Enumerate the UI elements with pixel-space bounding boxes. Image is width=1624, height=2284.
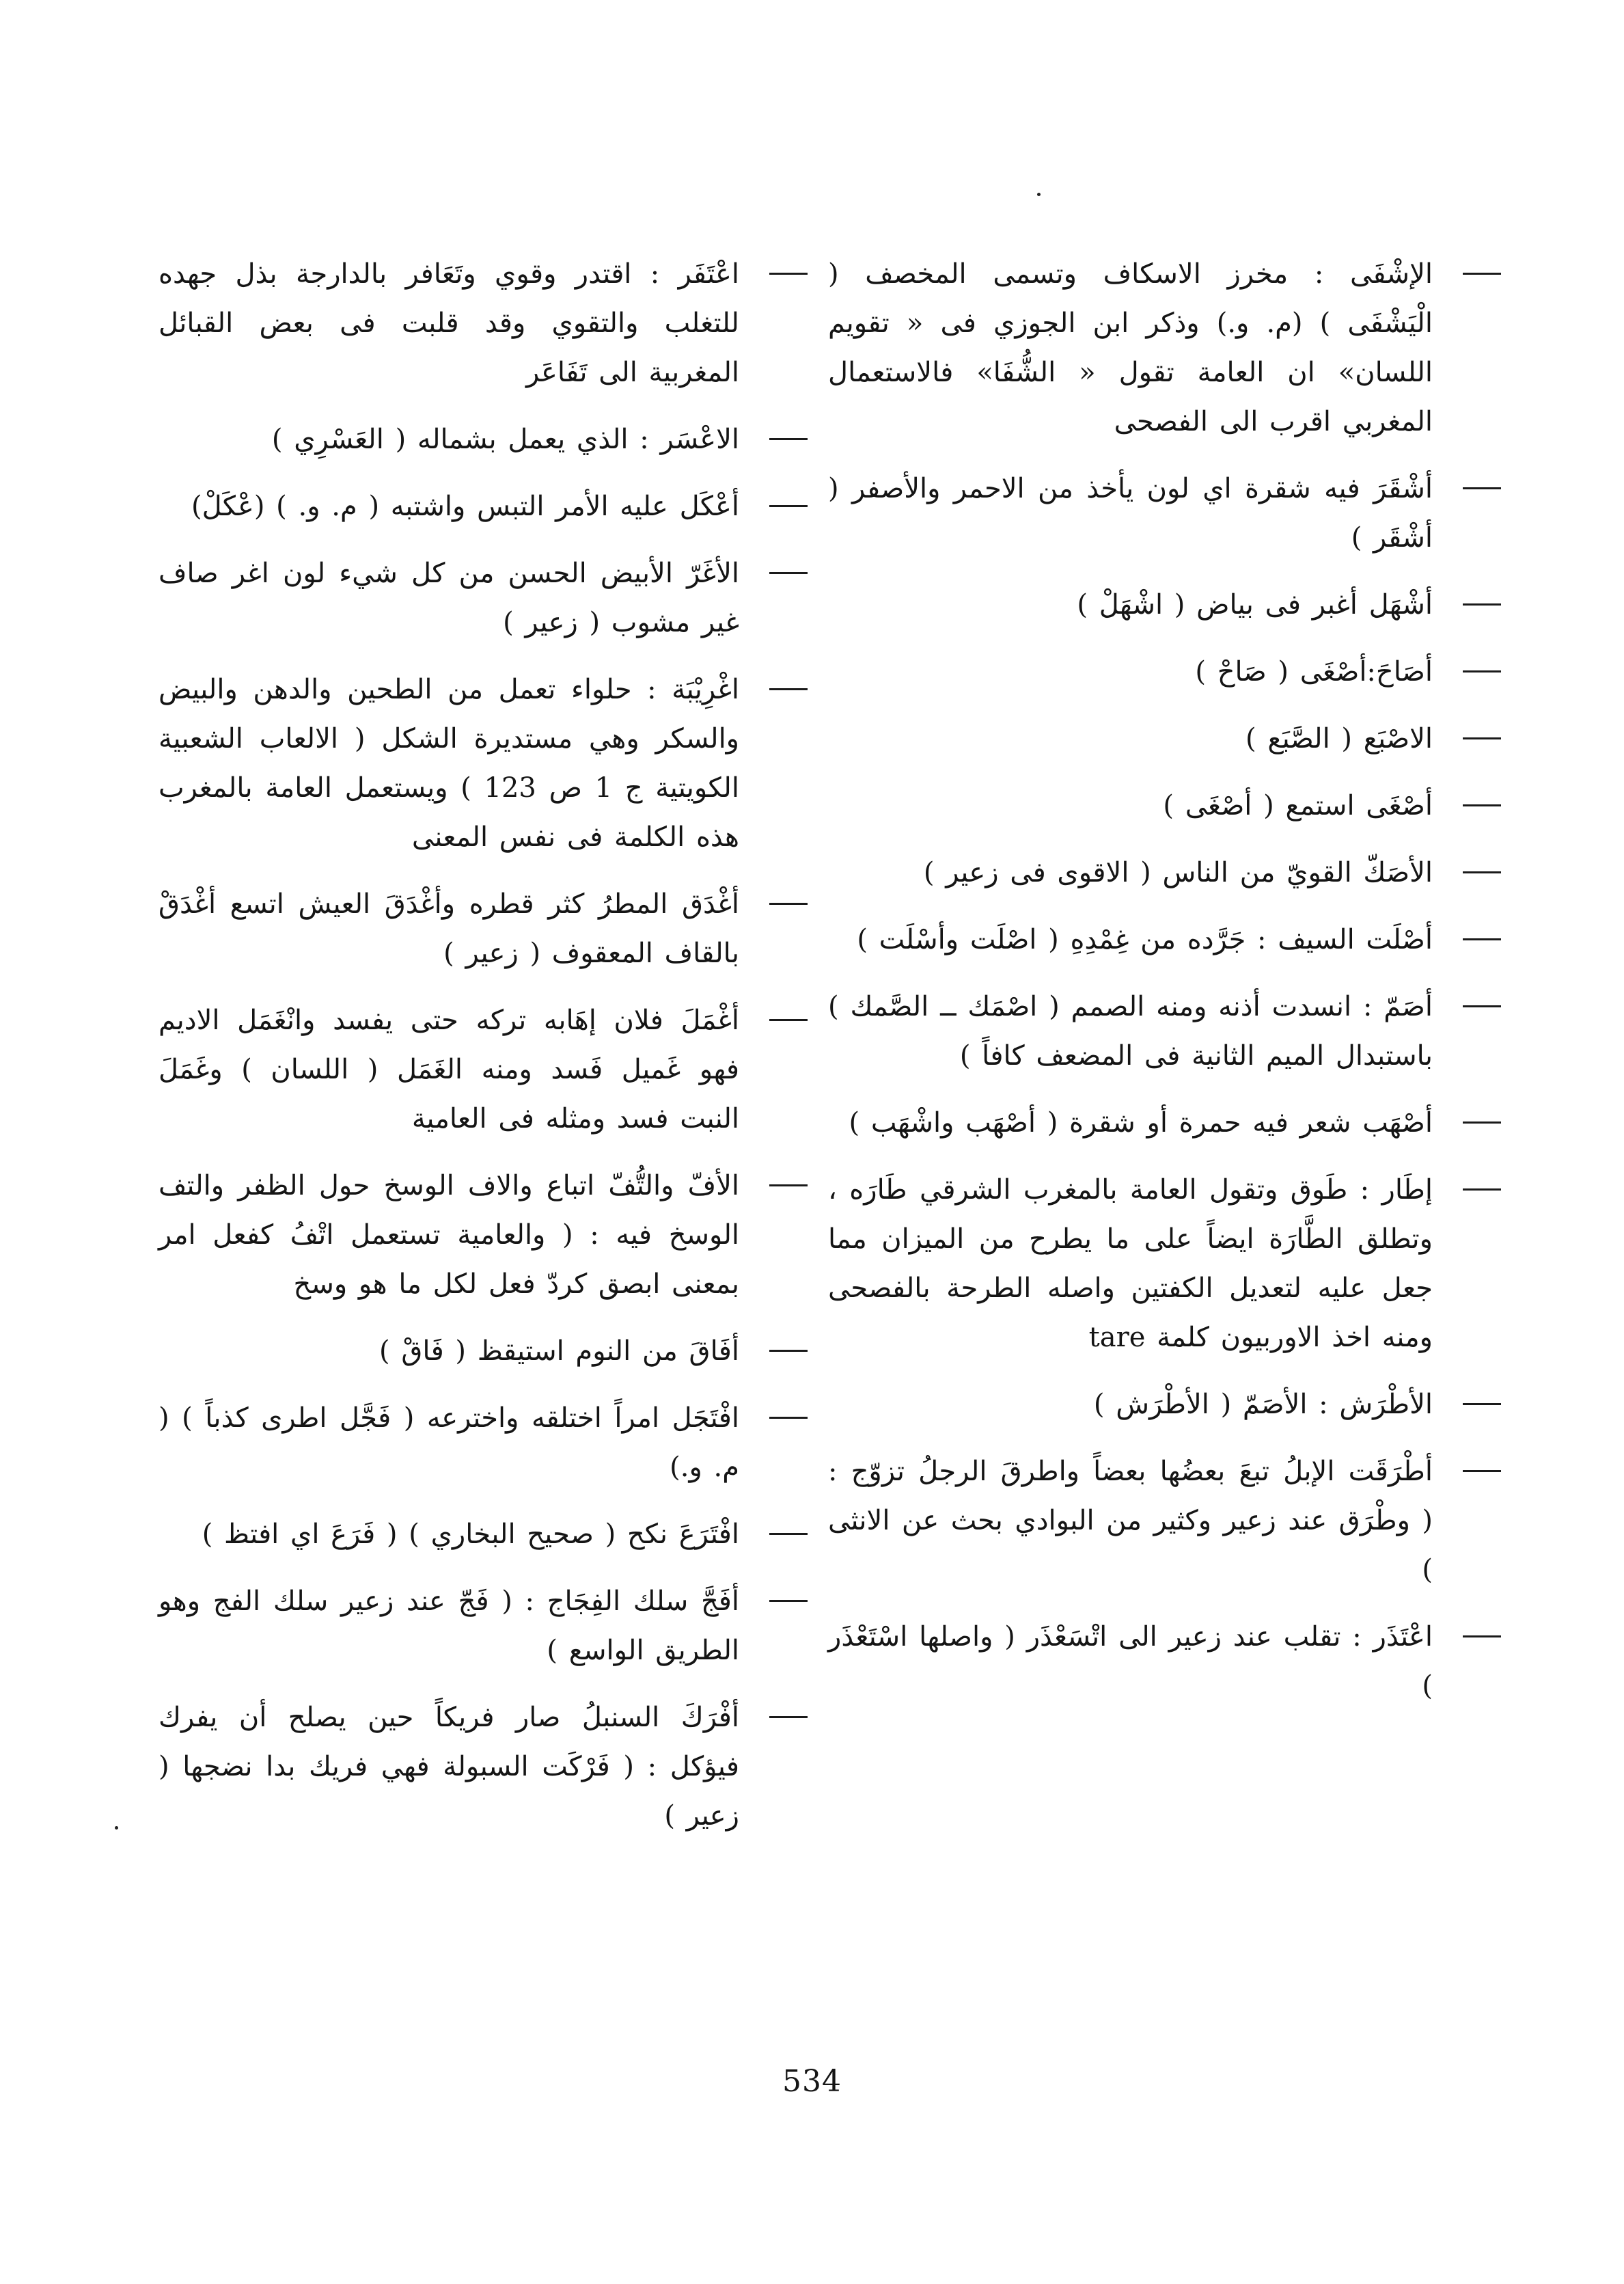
entry-dash [769, 903, 808, 905]
entry-text: أطْرَقَت الإبلُ تبعَ بعضُها بعضاً واطرقَ الرجلُ تزوّج : ( وطْرَق عند زعير وكثير من البوادي بحث عن الانثى ) [828, 1456, 1433, 1586]
entry-dash [769, 438, 808, 440]
entry-text: الأغَرّ الأبيض الحسن من كل شيء لون اغر صاف غير مشوب ( زعير ) [159, 558, 739, 638]
entry-text: اعْتَذَر : تقلب عند زعير الى اتْسَعْذَر ( واصلها اسْتَعْذَر ) [828, 1621, 1433, 1702]
entry [159, 665, 808, 862]
entry-dash [1463, 273, 1501, 275]
entry [828, 714, 1501, 763]
entry-dash [769, 1184, 808, 1186]
right-column [828, 249, 1501, 1728]
entry-dash [1463, 487, 1501, 489]
entry-text: اعْتَفَر : اقتدر وقوي وتَعَافر بالدارجة بذل جهده للتغلب والتقوي وقد قلبت فى بعض القبائل المغربية الى تَفَاعَر [159, 258, 739, 388]
entry-dash [1463, 804, 1501, 806]
entry-text: الأطْرَش : الأصَمّ ( الأطْرَش ) [1093, 1389, 1433, 1420]
entry-text: الاعْسَر : الذي يعمل بشماله ( العَسْرِي ) [271, 424, 739, 455]
entry-text: أفْرَكَ السنبلُ صار فريكاً حين يصلح أن يفرك فيؤكل : ( فَرْكَت السبولة فهي فريك بدا نضجها ( زعير ) [159, 1702, 739, 1832]
entry [159, 1693, 808, 1840]
entry-text: الأصَكّ القويّ من الناس ( الاقوى فى زعير ) [923, 857, 1433, 888]
entry-text: افْتَجَل امراً اختلقه واخترعه ( فَجَّل اطرى كذباً ) ( م. و.) [159, 1402, 739, 1483]
entry [159, 1510, 808, 1559]
entry-text: أصَاحَ:أصْغَى ( صَاحْ ) [1195, 656, 1433, 688]
entry-text: الاصْبَع ( الصَّبَع ) [1245, 723, 1433, 754]
entry-text: أصْهَب شعر فيه حمرة أو شقرة ( أصْهَب واشْهَب ) [849, 1107, 1433, 1139]
entry-dash [769, 688, 808, 690]
entry [828, 1098, 1501, 1147]
entry-dash [769, 1350, 808, 1352]
entry [828, 647, 1501, 696]
entry-dash [1463, 1121, 1501, 1124]
entry [159, 880, 808, 978]
entry [828, 464, 1501, 562]
entry-text: اغْرِيْبَة : حلواء تعمل من الطحين والدهن والبيض والسكر وهي مستديرة الشكل ( الالعاب الشعبية الكويتية ج 1 ص 123 ) ويستعمل العامة بالمغرب هذه الكلمة فى نفس المعنى [159, 674, 739, 853]
entry-text: إطَار : طَوق وتقول العامة بالمغرب الشرقي طَارَه ، وتطلق الطَّارَة ايضاً على ما يطرح من الميزان مما جعل عليه لتعديل الكفتين واصله الطرحة بالفصحى ومنه اخذ الاوربيون كلمة tare [828, 1174, 1433, 1353]
entry-text: أغْمَلَ فلان إهَابه تركه حتى يفسد وانْغَمَل الاديم فهو غَميل فَسد ومنه الغَمَل ( اللسان ) وغَمَلَ النبت فسد ومثله فى العامية [159, 1005, 739, 1134]
left-column [159, 249, 808, 1858]
entry [159, 549, 808, 647]
entry-dash [769, 1533, 808, 1535]
entry [159, 1161, 808, 1309]
entry-dash [1463, 938, 1501, 940]
entry-text: أصَمّ : انسدت أذنه ومنه الصمم ( اصْمَك ــ الصَّمك ) باستبدال الميم الثانية فى المضعف كافاً ) [828, 991, 1433, 1072]
scan-speck [1037, 193, 1041, 196]
entry [828, 848, 1501, 897]
entry [828, 982, 1501, 1080]
entry-text: أشْهَل أغبر فى بياض ( اشْهَلْ ) [1077, 589, 1433, 621]
entry-dash [769, 1716, 808, 1718]
entry-text: أعْكَل عليه الأمر التبس واشتبه ( م. و. ) (عْكَلْ) [191, 491, 739, 522]
entry [159, 1327, 808, 1376]
entry-dash [1463, 1635, 1501, 1637]
entry-text: أغْدَق المطرُ كثر قطره وأغْدَقَ العيش اتسع أغْدَقْ بالقاف المعقوف ( زعير ) [159, 888, 739, 969]
entry-dash [1463, 1403, 1501, 1405]
entry [828, 580, 1501, 629]
entry-text: الإشْفَى : مخرز الاسكاف وتسمى المخصف ( الْيَشْفَى ) (م. و.) وذكر ابن الجوزي فى « تقويم اللسان» ان العامة تقول « الشُّفَا» فالاستعمال المغربي اقرب الى الفصحى [828, 258, 1433, 437]
entry [828, 1165, 1501, 1362]
entry [159, 996, 808, 1143]
entry [828, 249, 1501, 446]
entry-text: أصْغَى استمع ( أصْغَى ) [1163, 790, 1433, 821]
entry [828, 1612, 1501, 1711]
entry-dash [769, 572, 808, 574]
entry-dash [1463, 1005, 1501, 1007]
entry [828, 915, 1501, 964]
entry [828, 1447, 1501, 1594]
entry-text: أفَاقَ من النوم استيقظ ( فَاقْ ) [379, 1335, 739, 1367]
entry-dash [1463, 737, 1501, 739]
entry [159, 482, 808, 531]
entry [828, 1380, 1501, 1429]
entry [828, 781, 1501, 830]
entry-dash [1463, 603, 1501, 606]
entry-dash [769, 1417, 808, 1419]
entry-text: افْتَرَعَ نكح ( صحيح البخاري ) ( فَرَعَ اي افتظ ) [202, 1519, 739, 1550]
entry-dash [769, 273, 808, 275]
entry [159, 415, 808, 464]
scan-speck [115, 1826, 118, 1830]
entry-dash [769, 1019, 808, 1021]
entry [159, 1393, 808, 1492]
entry-dash [769, 1600, 808, 1602]
page-number: 534 [782, 2064, 842, 2099]
entry-text: أصْلَت السيف : جَرَّده من غِمْدِهِ ( اصْلَت وأسْلَت ) [857, 924, 1433, 955]
entry-text: الأفّ والتُّفّ اتباع والاف الوسخ حول الظفر والتف الوسخ فيه : ( والعامية تستعمل اتْفُ كفعل امر بمعنى ابصق كردّ فعل لكل ما هو وسخ [159, 1170, 739, 1300]
entry-dash [1463, 670, 1501, 672]
entry-dash [769, 505, 808, 507]
entry [159, 1577, 808, 1675]
entry-dash [1463, 1470, 1501, 1472]
entry-dash [1463, 871, 1501, 873]
entry-text: أشْقَرَ فيه شقرة اي لون يأخذ من الاحمر والأصفر ( أشْقَر ) [828, 473, 1433, 554]
entry [159, 249, 808, 397]
entry-dash [1463, 1188, 1501, 1191]
entry-text: أفَجَّ سلك الفِجَاج : ( فَجّ عند زعير سلك الفج وهو الطريق الواسع ) [159, 1586, 739, 1666]
